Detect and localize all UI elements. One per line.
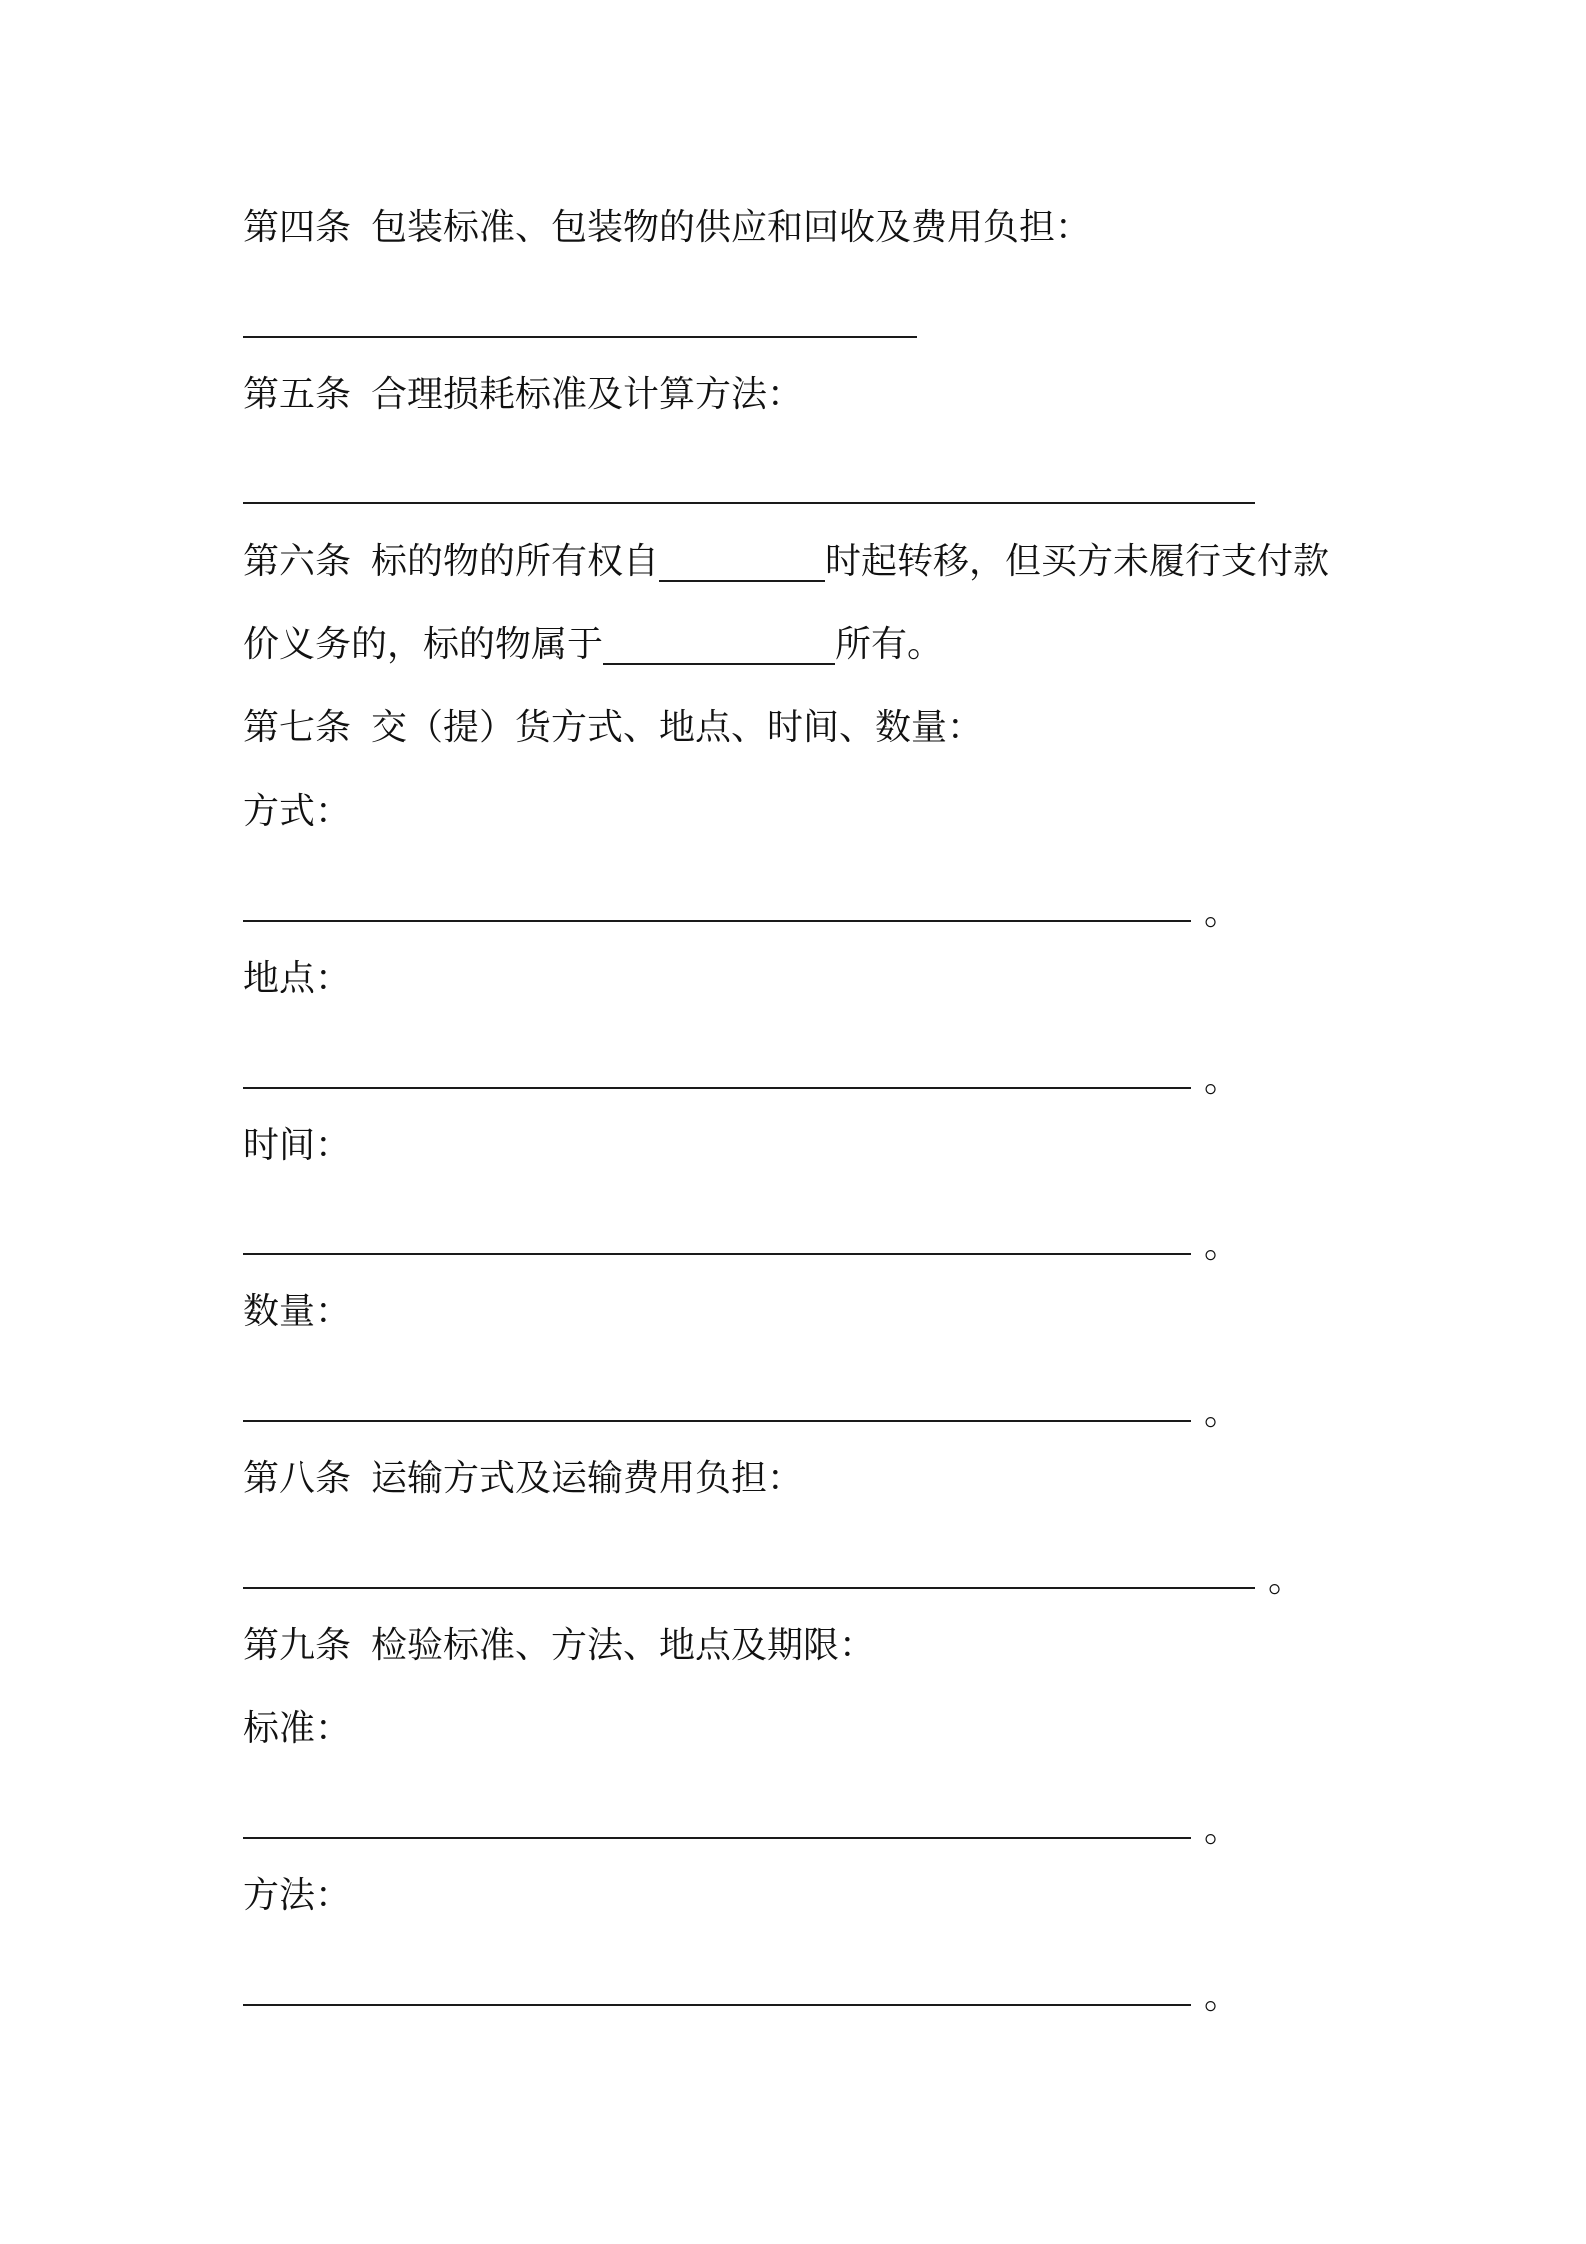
field-label-location: 地点：: [243, 958, 352, 999]
period: 。: [1268, 1559, 1305, 1600]
article-8-heading: [243, 1457, 803, 1501]
fill-blank-article-5[interactable]: [243, 502, 1255, 504]
article-title: 合理损耗标准及计算方法：: [371, 374, 804, 415]
period: 。: [1204, 1809, 1241, 1850]
article-6-line-2: [243, 623, 943, 667]
field-label-inspection-method: 方法：: [243, 1875, 352, 1916]
fill-blank-location[interactable]: [243, 1087, 1191, 1089]
article-number: 第七条: [243, 707, 352, 748]
period: 。: [1204, 1976, 1241, 2017]
fill-blank-owner[interactable]: [603, 623, 835, 665]
article-text: 时起转移，但买方未履行支付款: [825, 541, 1330, 582]
article-text: 价义务的，标的物属于: [243, 624, 604, 665]
article-number: 第五条: [243, 374, 352, 415]
fill-blank-quantity[interactable]: [243, 1420, 1191, 1422]
fill-blank-method[interactable]: [243, 920, 1191, 922]
article-number: 第八条: [243, 1458, 352, 1499]
period: 。: [1204, 1059, 1241, 1100]
article-5-heading: [243, 373, 803, 417]
field-label-time: 时间：: [243, 1125, 352, 1166]
article-6-line-1: [243, 540, 1329, 584]
article-7-heading: [243, 706, 983, 750]
article-title: 运输方式及运输费用负担：: [371, 1458, 804, 1499]
article-4-heading: [243, 206, 1091, 250]
field-label-method: 方式：: [243, 791, 352, 832]
fill-blank-inspection-method[interactable]: [243, 2004, 1191, 2006]
article-number: 第六条: [243, 541, 352, 582]
field-label-standard: 标准：: [243, 1708, 352, 1749]
fill-blank-article-8[interactable]: [243, 1587, 1255, 1589]
article-title: 包装标准、包装物的供应和回收及费用负担：: [371, 207, 1092, 248]
article-number: 第九条: [243, 1625, 352, 1666]
fill-blank-time[interactable]: [243, 1253, 1191, 1255]
article-number: 第四条: [243, 207, 352, 248]
fill-blank-ownership-time[interactable]: [659, 540, 825, 582]
period: 。: [1204, 892, 1241, 933]
period: 。: [1204, 1225, 1241, 1266]
fill-blank-article-4[interactable]: [243, 336, 917, 338]
article-text: 所有。: [835, 624, 944, 665]
period: 。: [1204, 1392, 1241, 1433]
article-title: 交（提）货方式、地点、时间、数量：: [371, 707, 984, 748]
article-title: 检验标准、方法、地点及期限：: [371, 1625, 876, 1666]
article-text: 标的物的所有权自: [371, 541, 660, 582]
field-label-quantity: 数量：: [243, 1291, 352, 1332]
article-9-heading: [243, 1624, 875, 1668]
fill-blank-standard[interactable]: [243, 1837, 1191, 1839]
